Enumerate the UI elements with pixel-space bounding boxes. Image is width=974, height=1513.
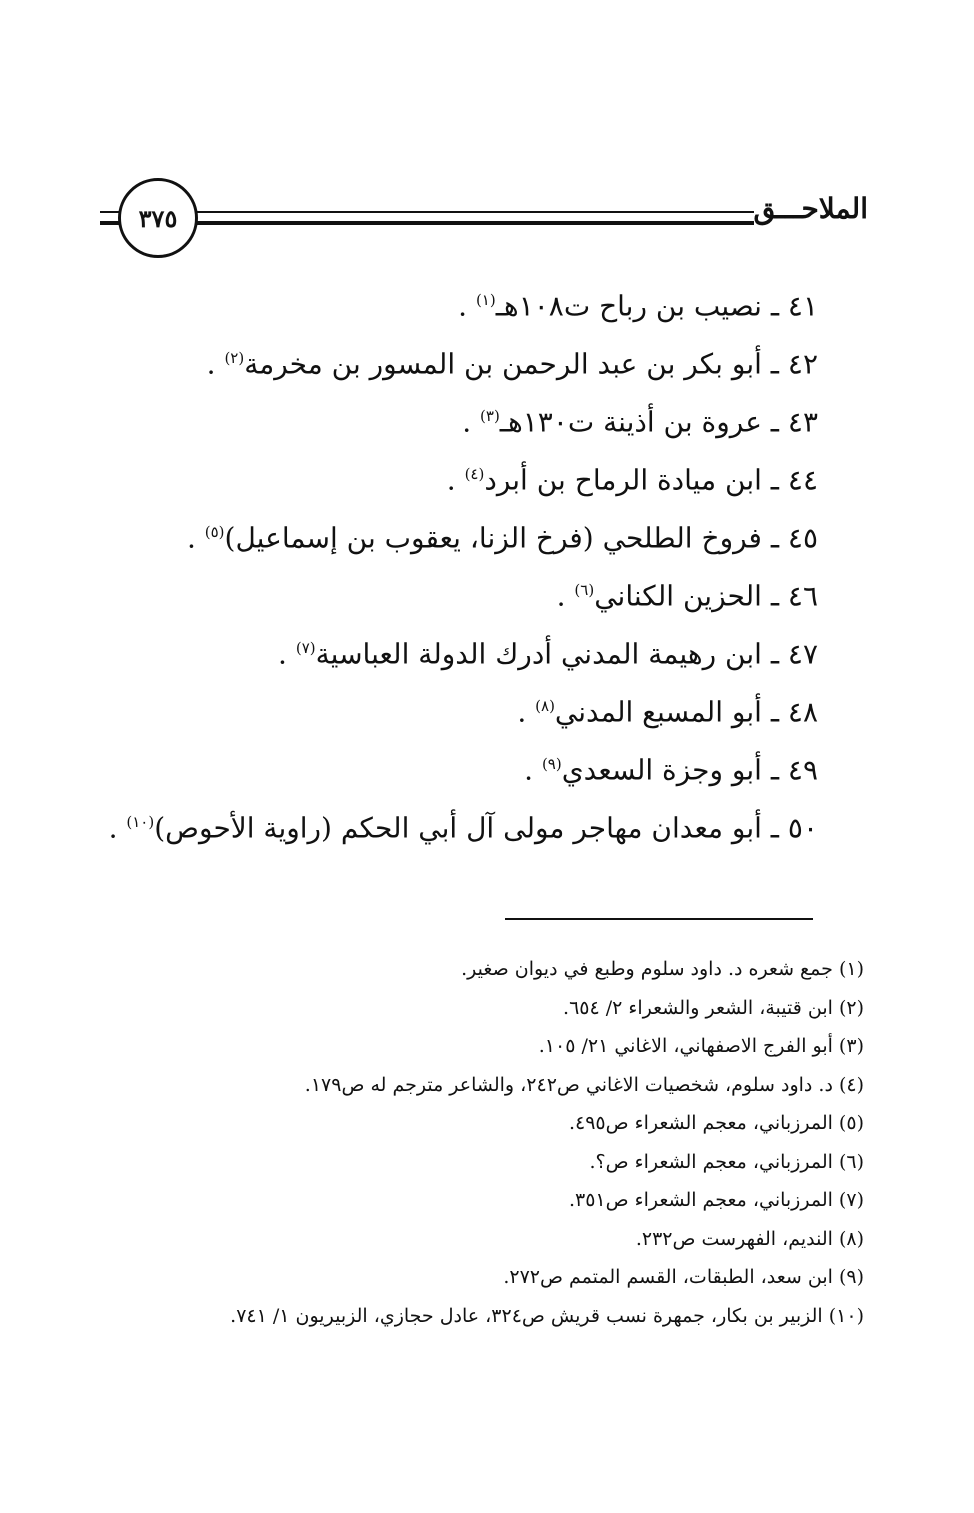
entry-text: ٤٨ ـ أبو المسبع المدني — [554, 695, 818, 729]
entry-end: . — [278, 637, 296, 671]
footnote-separator — [505, 918, 813, 920]
entry-text: ٤٥ ـ فروخ الطلحي (فرخ الزنا، يعقوب بن إسماعيل) — [224, 521, 818, 555]
footnote-ref: (٦) — [574, 581, 595, 599]
list-item — [118, 568, 818, 626]
list-item — [118, 742, 818, 800]
entry-end: . — [108, 811, 127, 845]
entry-end: . — [458, 289, 476, 323]
list-item — [118, 510, 818, 568]
footnote: (٢) ابن قتيبة، الشعر والشعراء ٢/ ٦٥٤. — [563, 996, 864, 1019]
footnote: (٧) المرزباني، معجم الشعراء ص٣٥١. — [568, 1189, 864, 1211]
list-item — [118, 336, 818, 394]
list-item — [118, 684, 818, 742]
entry-end: . — [524, 753, 542, 787]
list-item — [118, 626, 818, 684]
footnote-ref: (٤) — [464, 465, 485, 483]
footnote-ref: (٢) — [224, 349, 245, 367]
list-item — [118, 452, 818, 510]
footnote: (٨) النديم، الفهرست ص٢٣٢. — [635, 1227, 864, 1250]
footnote-ref: (١٠) — [126, 813, 155, 831]
page-number — [118, 178, 198, 258]
entry-end: . — [462, 405, 481, 439]
entry-end: . — [556, 579, 575, 613]
entry-text: ٤٢ ـ أبو بكر بن عبد الرحمن بن المسور بن مخرمة — [244, 347, 818, 381]
list-item — [108, 800, 818, 858]
list-item — [118, 278, 818, 336]
entry-text: ٤١ ـ نصيب بن رباح ت١٠٨هـ — [495, 289, 818, 323]
footnote: (٤) د. داود سلوم، شخصيات الاغاني ص٢٤٢، والشاعر مترجم له ص١٧٩. — [304, 1073, 864, 1096]
entry-text: ٤٤ ـ ابن ميادة الرماح بن أبرد — [484, 463, 818, 497]
entry-end: . — [206, 347, 225, 381]
footnote: (٥) المرزباني، معجم الشعراء ص٤٩٥. — [568, 1112, 864, 1134]
list-item — [118, 394, 818, 452]
page-header — [100, 178, 868, 258]
header-rule — [192, 211, 754, 225]
footnote: (٦) المرزباني، معجم الشعراء ص؟. — [589, 1150, 864, 1173]
entry-text: ٥٠ ـ أبو معدان مهاجر مولى آل أبي الحكم (راوية الأحوص) — [154, 811, 818, 845]
entry-text: ٤٧ ـ ابن رهيمة المدني أدرك الدولة العباسية — [315, 637, 818, 671]
footnote-ref: (٩) — [541, 755, 562, 773]
footnote: (٩) ابن سعد، الطبقات، القسم المتمم ص٢٧٢. — [503, 1266, 864, 1288]
footnote-ref: (٣) — [480, 407, 500, 425]
entry-end: . — [517, 695, 536, 729]
footnote-ref: (٥) — [204, 523, 225, 541]
footnote: (١) جمع شعره د. داود سلوم وطبع في ديوان صغير. — [461, 958, 864, 980]
page-number-text: ٣٧٥ — [138, 203, 178, 233]
entry-end: . — [446, 463, 465, 497]
section-title: الملاحـــق — [753, 192, 868, 225]
entry-end: . — [186, 521, 205, 555]
footnote: (١٠) الزبير بن بكار، جمهرة نسب قريش ص٣٢٤، عادل حجازي، الزبيريون ١/ ٧٤١. — [230, 1304, 864, 1327]
footnote-ref: (٨) — [535, 697, 555, 715]
entry-text: ٤٣ ـ عروة بن أذينة ت١٣٠هـ — [499, 405, 818, 439]
entry-text: ٤٩ ـ أبو وجزة السعدي — [561, 753, 818, 787]
entry-text: ٤٦ ـ الحزين الكناني — [594, 579, 818, 613]
footnote-ref: (٧) — [295, 639, 316, 657]
footnote: (٣) أبو الفرج الاصفهاني، الاغاني ٢١/ ١٠٥. — [538, 1035, 864, 1057]
footnote-ref: (١) — [475, 291, 496, 309]
footnotes — [144, 952, 864, 1337]
poet-list — [108, 278, 818, 858]
